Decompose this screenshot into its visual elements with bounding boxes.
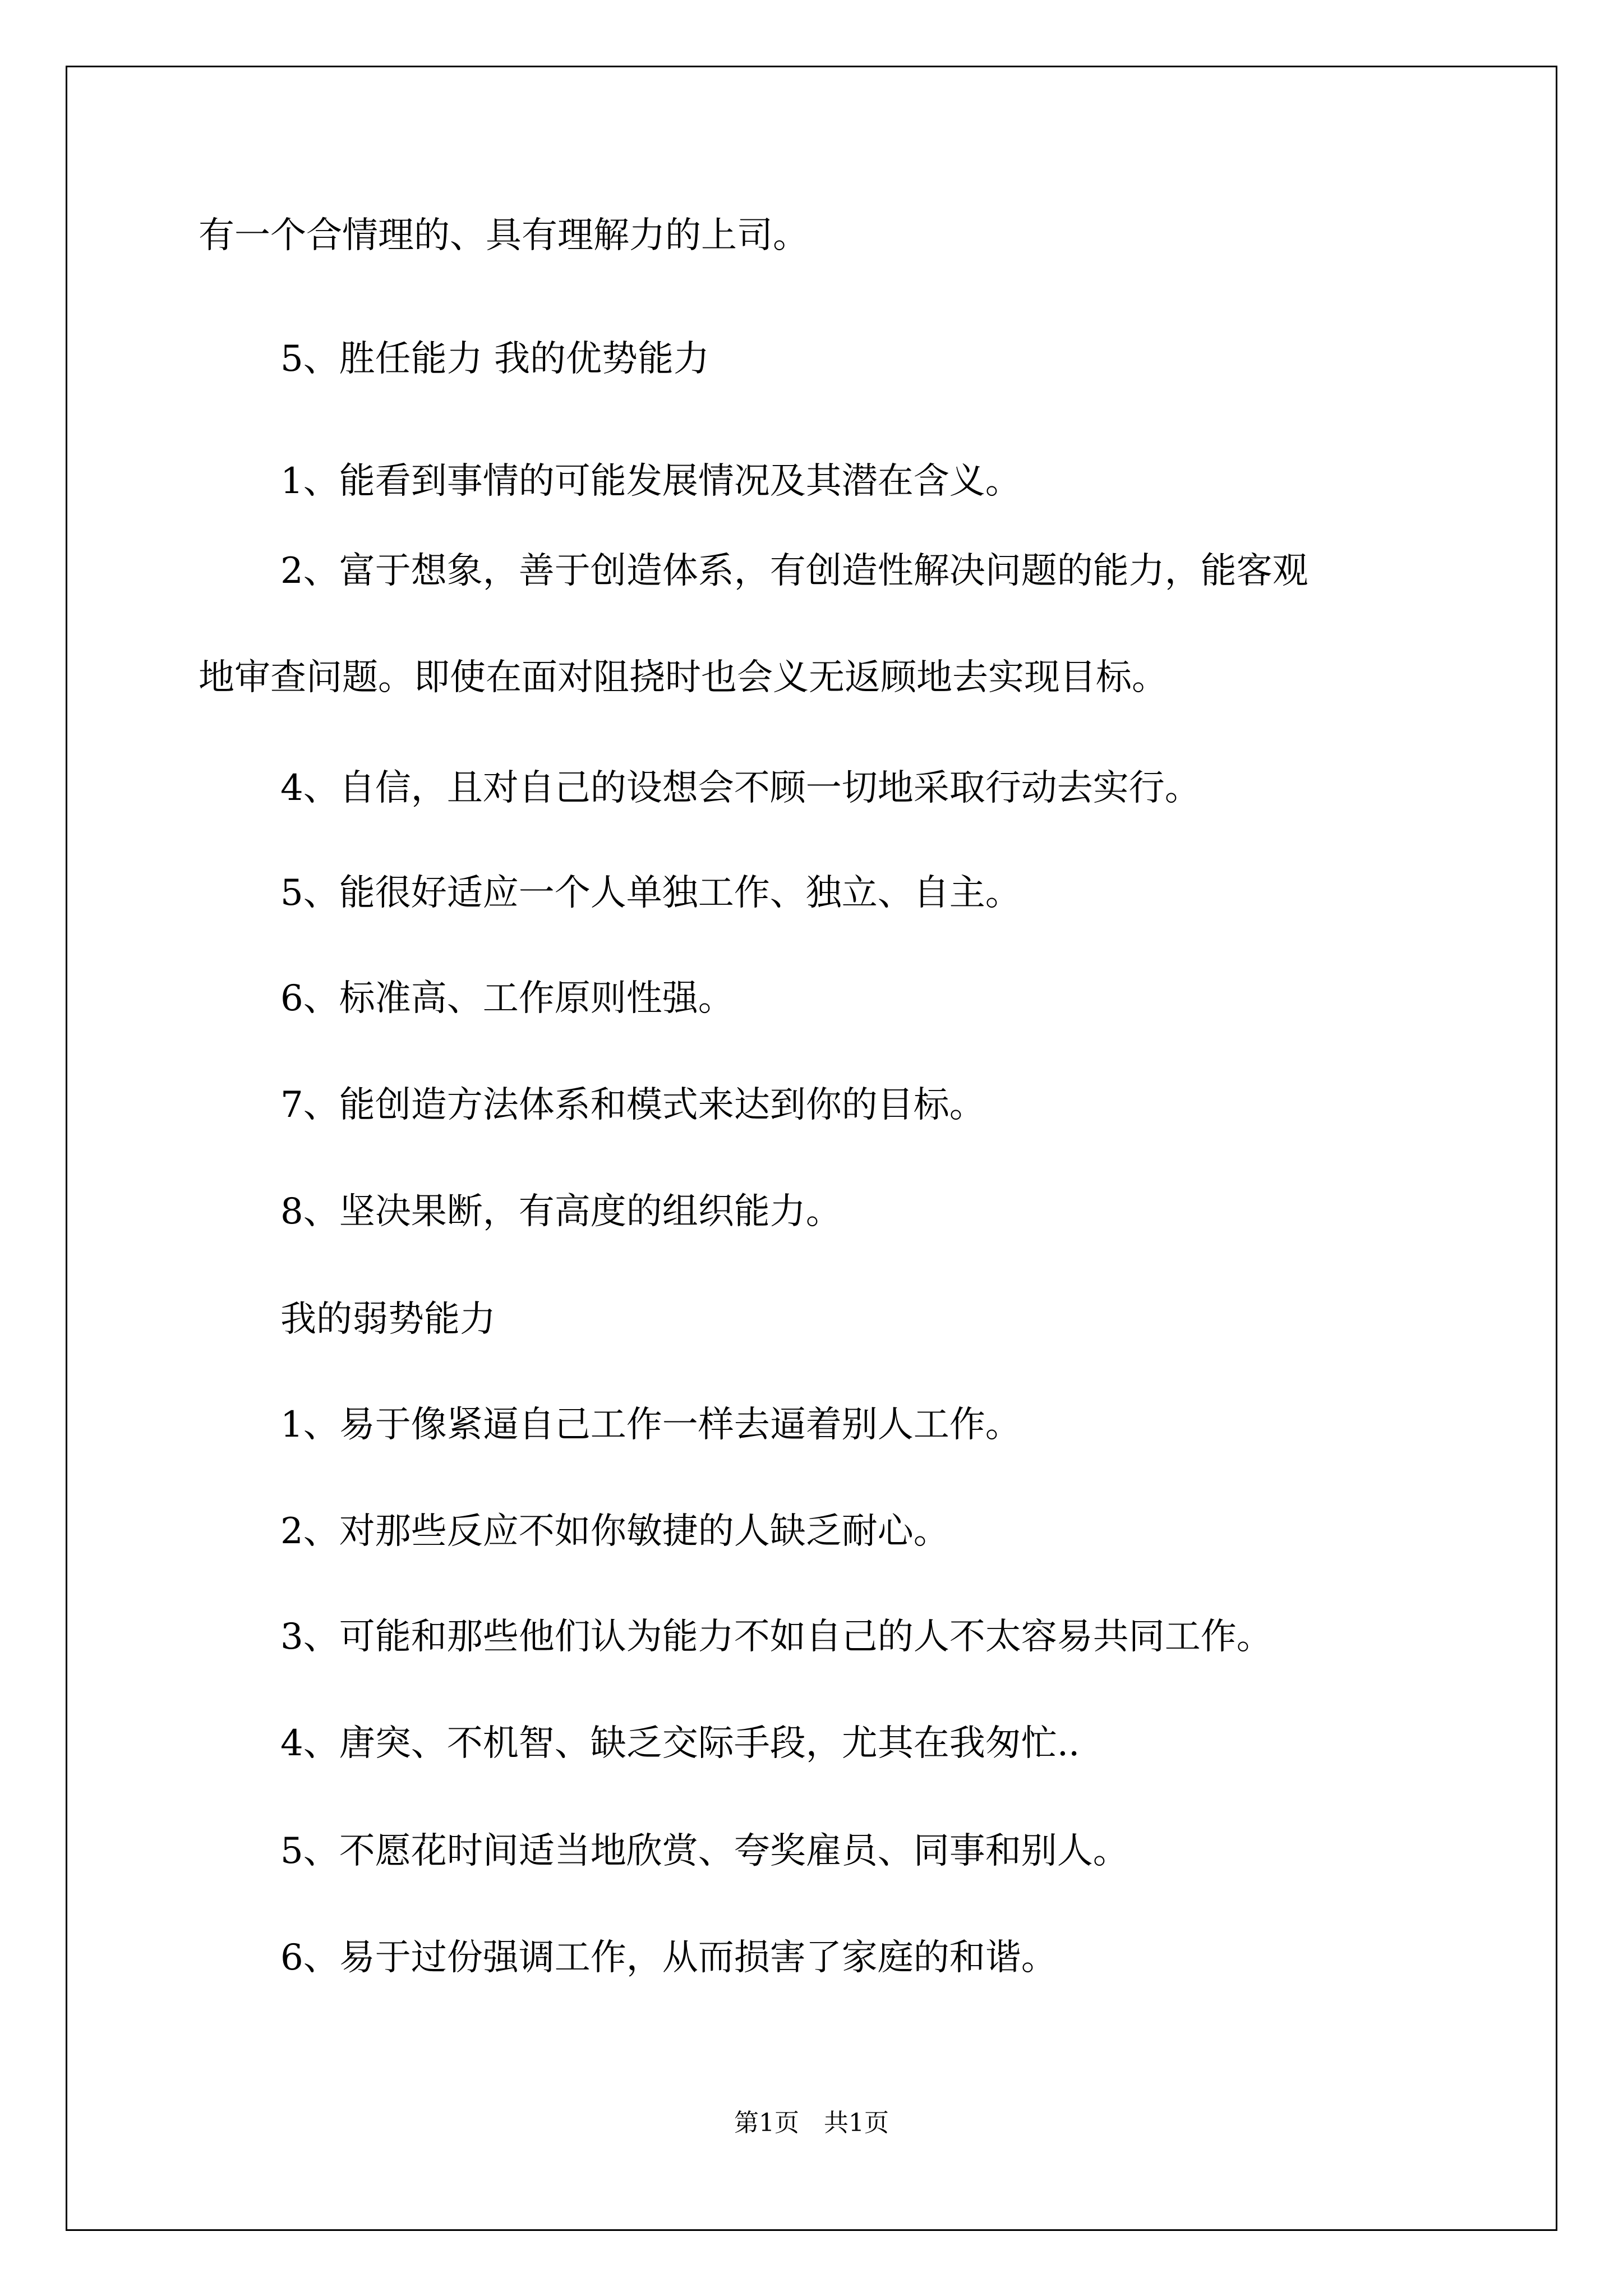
strength-item-7: 7、能创造方法体系和模式来达到你的目标。: [280, 1084, 985, 1126]
weakness-item-1: 1、易于像紧逼自己工作一样去逼着别人工作。: [280, 1404, 1021, 1446]
strength-item-5: 5、能很好适应一个人单独工作、独立、自主。: [280, 872, 1021, 914]
strength-item-2: 2、富于想象，善于创造体系，有创造性解决问题的能力，能客观: [280, 550, 1308, 592]
section-heading-competence: 5、胜任能力 我的优势能力: [280, 338, 710, 380]
strength-item-6: 6、标准高、工作原则性强。: [280, 978, 734, 1019]
page-border: [66, 66, 1557, 2231]
section-heading-weakness: 我的弱势能力: [280, 1299, 496, 1340]
weakness-item-3: 3、可能和那些他们认为能力不如自己的人不太容易共同工作。: [280, 1616, 1272, 1658]
strength-item-1: 1、能看到事情的可能发展情况及其潜在含义。: [280, 461, 1021, 502]
weakness-item-2: 2、对那些反应不如你敏捷的人缺乏耐心。: [280, 1511, 949, 1552]
strength-item-2-continued: 地审查问题。即使在面对阻挠时也会义无返顾地去实现目标。: [199, 657, 1168, 698]
paragraph-continuation: 有一个合情理的、具有理解力的上司。: [199, 215, 809, 256]
page-footer: 第1页 共1页: [734, 2109, 889, 2137]
strength-item-8: 8、坚决果断，有高度的组织能力。: [280, 1191, 842, 1232]
weakness-item-4: 4、唐突、不机智、缺乏交际手段，尤其在我匆忙..: [280, 1723, 1080, 1764]
weakness-item-6: 6、易于过份强调工作，从而损害了家庭的和谐。: [280, 1937, 1057, 1978]
weakness-item-5: 5、不愿花时间适当地欣赏、夸奖雇员、同事和别人。: [280, 1830, 1129, 1872]
strength-item-4: 4、自信，且对自己的设想会不顾一切地采取行动去实行。: [280, 767, 1201, 809]
